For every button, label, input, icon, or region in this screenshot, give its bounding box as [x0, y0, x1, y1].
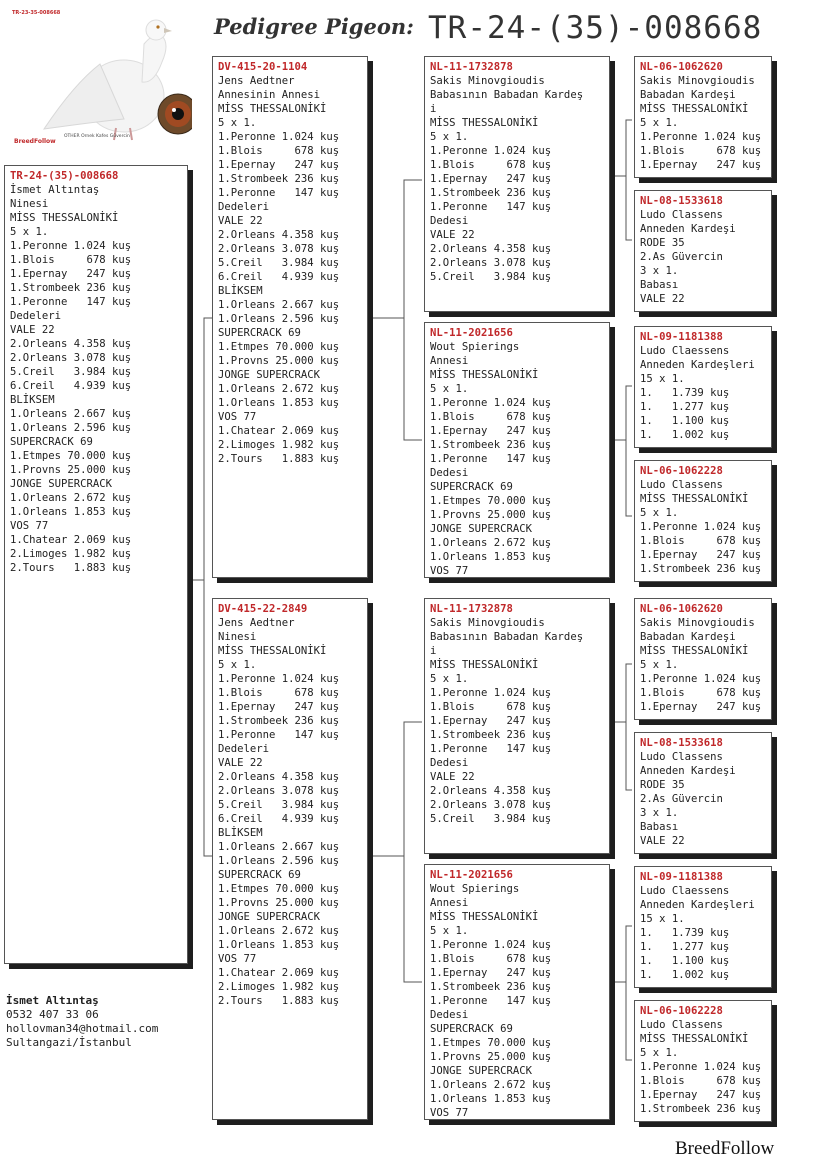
pedigree-line: 5 x 1. — [218, 117, 257, 129]
pedigree-line: 1.Orleans 2.667 kuş — [10, 408, 132, 420]
pedigree-line: JONGE SUPERCRACK — [218, 369, 321, 381]
pedigree-card-subject[interactable] — [4, 165, 188, 964]
pedigree-line: 2.Orleans 3.078 kuş — [218, 785, 340, 797]
pedigree-line: 1.Provns 25.000 kuş — [10, 464, 132, 476]
pedigree-line: 2.As Güvercin — [640, 251, 723, 263]
ring-number: NL-06-1062620 — [640, 61, 723, 73]
ring-number: NL-09-1181388 — [640, 331, 723, 343]
ring-number: NL-08-1533618 — [640, 195, 723, 207]
ring-number: NL-09-1181388 — [640, 871, 723, 883]
pedigree-line: 1.Orleans 1.853 kuş — [218, 397, 340, 409]
pedigree-line: Ludo Classens — [640, 479, 723, 491]
pedigree-line: MİSS THESSALONİKİ — [640, 1033, 749, 1045]
pedigree-line: 1.Epernay 247 kuş — [430, 173, 552, 185]
pedigree-line: Anneden Kardeşleri — [640, 899, 755, 911]
pedigree-line: 1.Peronne 147 kuş — [430, 453, 552, 465]
pedigree-line: VOS 77 — [10, 520, 49, 532]
pedigree-line: 2.As Güvercin — [640, 793, 723, 805]
pedigree-line: VALE 22 — [218, 215, 263, 227]
ring-number: NL-11-2021656 — [430, 327, 513, 339]
pedigree-line: VALE 22 — [640, 293, 685, 305]
pedigree-line: 1.Peronne 1.024 kuş — [430, 397, 552, 409]
pedigree-line: Ninesi — [218, 631, 257, 643]
pedigree-line: 1.Strombeek 236 kuş — [430, 187, 552, 199]
pedigree-line: 1.Epernay 247 kuş — [430, 967, 552, 979]
pedigree-line: 1.Provns 25.000 kuş — [430, 1051, 552, 1063]
pedigree-line: 1.Strombeek 236 kuş — [430, 729, 552, 741]
pedigree-line: 1.Peronne 147 kuş — [430, 743, 552, 755]
owner-phone: 0532 407 33 06 — [6, 1008, 99, 1021]
pedigree-line: 1.Orleans 1.853 kuş — [430, 1093, 552, 1105]
photo-caption: OTHER Ornek Kafes Güvercin — [64, 134, 130, 139]
pedigree-line: JONGE SUPERCRACK — [218, 911, 321, 923]
pedigree-line: VALE 22 — [430, 229, 475, 241]
pedigree-line: Ludo Classens — [640, 751, 723, 763]
pedigree-line: 1.Chatear 2.069 kuş — [218, 967, 340, 979]
pedigree-card-dam-dam[interactable] — [424, 864, 610, 1120]
pedigree-line: Annesi — [430, 897, 469, 909]
pedigree-line: 1.Peronne 1.024 kuş — [640, 673, 762, 685]
pedigree-line: BLİKSEM — [218, 827, 263, 839]
pedigree-line: 1.Etmpes 70.000 kuş — [218, 883, 340, 895]
pedigree-line: SUPERCRACK 69 — [430, 481, 513, 493]
pedigree-line: VOS 77 — [430, 1107, 469, 1119]
pedigree-line: 1.Blois 678 kuş — [640, 535, 762, 547]
pedigree-line: 1.Peronne 1.024 kuş — [430, 687, 552, 699]
pedigree-line: 1.Orleans 2.672 kuş — [10, 492, 132, 504]
pedigree-line: 2.Tours 1.883 kuş — [218, 453, 340, 465]
pedigree-line: 5 x 1. — [10, 226, 49, 238]
pedigree-line: 1.Provns 25.000 kuş — [218, 897, 340, 909]
pedigree-line: 1.Peronne 1.024 kuş — [218, 131, 340, 143]
pedigree-line: Anneden Kardeşi — [640, 223, 736, 235]
pedigree-line: 1. 1.100 kuş — [640, 415, 730, 427]
pedigree-line: Anneden Kardeşleri — [640, 359, 755, 371]
pedigree-line: 2.Tours 1.883 kuş — [218, 995, 340, 1007]
pedigree-line: 2.Limoges 1.982 kuş — [10, 548, 132, 560]
pedigree-line: 1.Strombeek 236 kuş — [640, 563, 762, 575]
pedigree-line: 5 x 1. — [430, 925, 469, 937]
pedigree-card-ssd[interactable] — [634, 190, 772, 312]
pedigree-line: 5 x 1. — [430, 673, 469, 685]
pedigree-line: Dedeleri — [10, 310, 62, 322]
pedigree-line: Anneden Kardeşi — [640, 765, 736, 777]
pedigree-line: 1.Peronne 147 kuş — [430, 995, 552, 1007]
ring-number: DV-415-22-2849 — [218, 603, 308, 615]
pedigree-line: 1.Orleans 2.672 kuş — [430, 1079, 552, 1091]
pedigree-line: MİSS THESSALONİKİ — [430, 659, 539, 671]
ring-number: NL-06-1062620 — [640, 603, 723, 615]
pedigree-line: 2.Orleans 3.078 kuş — [10, 352, 132, 364]
pedigree-line: VALE 22 — [430, 771, 475, 783]
ring-number: TR-24-(35)-008668 — [10, 170, 119, 182]
pedigree-line: MİSS THESSALONİKİ — [218, 645, 327, 657]
pedigree-line: 1.Orleans 2.667 kuş — [218, 299, 340, 311]
pedigree-line: MİSS THESSALONİKİ — [430, 911, 539, 923]
pedigree-line: 1. 1.739 kuş — [640, 927, 730, 939]
owner-contact — [6, 980, 158, 1064]
pedigree-line: SUPERCRACK 69 — [10, 436, 93, 448]
pedigree-line: Sakis Minovgioudis — [430, 75, 545, 87]
pedigree-line: 1.Peronne 147 kuş — [218, 729, 340, 741]
pedigree-line: 5 x 1. — [640, 507, 679, 519]
pedigree-line: 2.Tours 1.883 kuş — [10, 562, 132, 574]
ring-number: NL-11-1732878 — [430, 603, 513, 615]
pedigree-line: 5 x 1. — [430, 383, 469, 395]
pedigree-line: 6.Creil 4.939 kuş — [10, 380, 132, 392]
pedigree-line: 1.Blois 678 kuş — [218, 145, 340, 157]
pedigree-line: Sakis Minovgioudis — [430, 617, 545, 629]
pedigree-line: VOS 77 — [218, 953, 257, 965]
footer-brand: BreedFollow — [675, 1138, 775, 1159]
pedigree-line: 1.Orleans 2.596 kuş — [218, 855, 340, 867]
pedigree-line: Wout Spierings — [430, 883, 520, 895]
pedigree-line: VOS 77 — [430, 565, 469, 577]
pedigree-line: 1.Chatear 2.069 kuş — [218, 425, 340, 437]
pedigree-line: 1. 1.002 kuş — [640, 429, 730, 441]
pedigree-line: 5 x 1. — [430, 131, 469, 143]
pedigree-line: 1.Etmpes 70.000 kuş — [430, 1037, 552, 1049]
pedigree-line: Ninesi — [10, 198, 49, 210]
pedigree-card-dam-sire[interactable] — [424, 598, 610, 854]
pedigree-line: SUPERCRACK 69 — [218, 869, 301, 881]
pedigree-line: 1. 1.100 kuş — [640, 955, 730, 967]
pedigree-line: MİSS THESSALONİKİ — [640, 645, 749, 657]
pedigree-line: 1.Peronne 147 kuş — [218, 187, 340, 199]
photo-mini-ring: TR-23-35-008668 — [12, 10, 61, 16]
pedigree-line: 15 x 1. — [640, 913, 685, 925]
pedigree-line: Annesinin Annesi — [218, 89, 321, 101]
pedigree-line: 2.Orleans 4.358 kuş — [218, 771, 340, 783]
pedigree-line: Dedesi — [430, 757, 469, 769]
pedigree-line: Dedesi — [430, 467, 469, 479]
pedigree-line: 1.Peronne 1.024 kuş — [10, 240, 132, 252]
pedigree-line: Babası — [640, 279, 679, 291]
pedigree-line: VALE 22 — [640, 835, 685, 847]
pedigree-line: 5.Creil 3.984 kuş — [10, 366, 132, 378]
owner-name: İsmet Altıntaş — [6, 994, 99, 1007]
ring-number: NL-08-1533618 — [640, 737, 723, 749]
pedigree-line: 1.Strombeek 236 kuş — [640, 1103, 762, 1115]
pedigree-line: 1.Strombeek 236 kuş — [218, 173, 340, 185]
ring-number: NL-11-1732878 — [430, 61, 513, 73]
pedigree-line: 1.Epernay 247 kuş — [10, 268, 132, 280]
pedigree-line: MİSS THESSALONİKİ — [640, 493, 749, 505]
ring-number: NL-06-1062228 — [640, 1005, 723, 1017]
pedigree-card-dds[interactable] — [634, 866, 772, 988]
pedigree-card-dam[interactable] — [212, 598, 368, 1120]
pedigree-line: 1.Orleans 2.596 kuş — [218, 313, 340, 325]
pedigree-line: MİSS THESSALONİKİ — [430, 117, 539, 129]
pedigree-line: 1.Orleans 1.853 kuş — [218, 939, 340, 951]
pedigree-line: 2.Orleans 4.358 kuş — [10, 338, 132, 350]
pedigree-line: 1.Blois 678 kuş — [640, 687, 762, 699]
pedigree-line: MİSS THESSALONİKİ — [430, 369, 539, 381]
pedigree-line: Babası — [640, 821, 679, 833]
pedigree-line: Sakis Minovgioudis — [640, 617, 755, 629]
pedigree-line: 1.Orleans 2.596 kuş — [10, 422, 132, 434]
ring-number: NL-11-2021656 — [430, 869, 513, 881]
pedigree-line: Ludo Classens — [640, 1019, 723, 1031]
pedigree-line: BLİKSEM — [10, 394, 55, 406]
pedigree-line: Sakis Minovgioudis — [640, 75, 755, 87]
pedigree-card-sire-dam[interactable] — [424, 322, 610, 578]
pedigree-line: 1.Etmpes 70.000 kuş — [430, 495, 552, 507]
pedigree-line: 1.Blois 678 kuş — [430, 701, 552, 713]
pedigree-line: 1.Orleans 2.667 kuş — [218, 841, 340, 853]
pedigree-line: 1.Blois 678 kuş — [218, 687, 340, 699]
pedigree-line: 5.Creil 3.984 kuş — [430, 271, 552, 283]
pedigree-line: RODE 35 — [640, 237, 685, 249]
pedigree-card-sdd[interactable] — [634, 460, 772, 582]
pedigree-line: SUPERCRACK 69 — [218, 327, 301, 339]
pedigree-line: 2.Limoges 1.982 kuş — [218, 981, 340, 993]
pedigree-line: 1.Blois 678 kuş — [430, 411, 552, 423]
pedigree-line: 5 x 1. — [218, 659, 257, 671]
pedigree-line: 1.Epernay 247 kuş — [218, 159, 340, 171]
pedigree-line: Ludo Claessens — [640, 885, 730, 897]
pedigree-line: 1.Peronne 147 kuş — [10, 296, 132, 308]
pedigree-line: 2.Orleans 3.078 kuş — [430, 799, 552, 811]
pedigree-line: 2.Limoges 1.982 kuş — [218, 439, 340, 451]
pedigree-line: Babasının Babadan Kardeş — [430, 89, 584, 101]
ring-number: NL-06-1062228 — [640, 465, 723, 477]
pedigree-line: 1.Peronne 1.024 kuş — [430, 145, 552, 157]
pedigree-line: 1.Chatear 2.069 kuş — [10, 534, 132, 546]
pigeon-illustration — [4, 4, 192, 152]
pedigree-line: i — [430, 645, 437, 657]
pedigree-line: RODE 35 — [640, 779, 685, 791]
pedigree-line: 1.Peronne 1.024 kuş — [640, 521, 762, 533]
pedigree-line: 2.Orleans 4.358 kuş — [430, 243, 552, 255]
pedigree-line: 1.Epernay 247 kuş — [640, 549, 762, 561]
pedigree-line: 5 x 1. — [640, 117, 679, 129]
pedigree-line: i — [430, 103, 437, 115]
pedigree-line: 1.Epernay 247 kuş — [640, 701, 762, 713]
pedigree-line: 1. 1.002 kuş — [640, 969, 730, 981]
pedigree-line: Ludo Classens — [640, 209, 723, 221]
pedigree-line: 15 x 1. — [640, 373, 685, 385]
pedigree-line: 1.Epernay 247 kuş — [430, 715, 552, 727]
pedigree-line: 1.Peronne 147 kuş — [430, 201, 552, 213]
pedigree-line: 1.Orleans 2.672 kuş — [430, 537, 552, 549]
pedigree-line: 1.Strombeek 236 kuş — [430, 981, 552, 993]
pedigree-line: 1.Blois 678 kuş — [640, 1075, 762, 1087]
pedigree-line: 1.Peronne 1.024 kuş — [218, 673, 340, 685]
photo-logo: BreedFollow — [14, 138, 56, 145]
pigeon-photo — [4, 4, 192, 152]
ring-number: DV-415-20-1104 — [218, 61, 308, 73]
pedigree-line: Ludo Claessens — [640, 345, 730, 357]
pedigree-line: 1.Strombeek 236 kuş — [430, 439, 552, 451]
pedigree-line: BLİKSEM — [218, 285, 263, 297]
pedigree-line: 1.Blois 678 kuş — [430, 953, 552, 965]
pedigree-line: SUPERCRACK 69 — [430, 1023, 513, 1035]
subject-ring-number: TR-24-(35)-008668 — [428, 10, 763, 46]
pedigree-line: 2.Orleans 3.078 kuş — [218, 243, 340, 255]
pedigree-card-sss[interactable] — [634, 56, 772, 178]
owner-email[interactable]: hollovman34@hotmail.com — [6, 1022, 159, 1035]
pedigree-line: 5.Creil 3.984 kuş — [218, 257, 340, 269]
pedigree-line: 1.Blois 678 kuş — [430, 159, 552, 171]
pedigree-line: 1.Provns 25.000 kuş — [218, 355, 340, 367]
pedigree-line: VALE 22 — [218, 757, 263, 769]
pedigree-line: VOS 77 — [218, 411, 257, 423]
pedigree-line: Babadan Kardeşi — [640, 631, 736, 643]
pedigree-line: 1.Orleans 2.672 kuş — [218, 383, 340, 395]
pedigree-line: 1.Peronne 1.024 kuş — [640, 1061, 762, 1073]
pedigree-line: JONGE SUPERCRACK — [430, 1065, 533, 1077]
pedigree-line: JONGE SUPERCRACK — [10, 478, 113, 490]
pedigree-line: 1.Epernay 247 kuş — [640, 1089, 762, 1101]
pedigree-line: 1.Provns 25.000 kuş — [430, 509, 552, 521]
pedigree-line: VALE 22 — [10, 324, 55, 336]
pedigree-line: 1.Blois 678 kuş — [640, 145, 762, 157]
pedigree-line: 1.Peronne 1.024 kuş — [430, 939, 552, 951]
pedigree-line: 1.Orleans 1.853 kuş — [10, 506, 132, 518]
pedigree-line: 2.Orleans 4.358 kuş — [430, 785, 552, 797]
pedigree-line: 6.Creil 4.939 kuş — [218, 813, 340, 825]
pedigree-line: 5 x 1. — [640, 659, 679, 671]
pedigree-line: Dedeleri — [218, 743, 270, 755]
pedigree-card-dss[interactable] — [634, 598, 772, 720]
pedigree-card-sire-sire[interactable] — [424, 56, 610, 312]
pedigree-line: 1.Orleans 1.853 kuş — [430, 551, 552, 563]
pedigree-line: 1. 1.277 kuş — [640, 941, 730, 953]
pedigree-line: 1.Etmpes 70.000 kuş — [10, 450, 132, 462]
pedigree-line: MİSS THESSALONİKİ — [10, 212, 119, 224]
pedigree-line: 1.Blois 678 kuş — [10, 254, 132, 266]
pedigree-line: 3 x 1. — [640, 265, 679, 277]
pedigree-line: Jens Aedtner — [218, 617, 295, 629]
pedigree-line: 5 x 1. — [640, 1047, 679, 1059]
pedigree-line: Annesi — [430, 355, 469, 367]
pedigree-label: Pedigree Pigeon: — [214, 14, 414, 39]
pedigree-line: Dedesi — [430, 1009, 469, 1021]
pedigree-line: 1.Peronne 1.024 kuş — [640, 131, 762, 143]
pedigree-line: 1.Epernay 247 kuş — [218, 701, 340, 713]
pedigree-line: Dedeleri — [218, 201, 270, 213]
pedigree-line: 1.Etmpes 70.000 kuş — [218, 341, 340, 353]
pedigree-line: 2.Orleans 3.078 kuş — [430, 257, 552, 269]
pedigree-line: 1.Strombeek 236 kuş — [10, 282, 132, 294]
pedigree-line: 1. 1.277 kuş — [640, 401, 730, 413]
owner-location: Sultangazi/İstanbul — [6, 1036, 132, 1049]
pedigree-line: Babasının Babadan Kardeş — [430, 631, 584, 643]
pedigree-card-sire[interactable] — [212, 56, 368, 578]
pedigree-line: JONGE SUPERCRACK — [430, 523, 533, 535]
pedigree-line: 2.Orleans 4.358 kuş — [218, 229, 340, 241]
pedigree-line: İsmet Altıntaş — [10, 184, 100, 196]
pedigree-line: 5.Creil 3.984 kuş — [218, 799, 340, 811]
pedigree-line: 5.Creil 3.984 kuş — [430, 813, 552, 825]
pedigree-line: 6.Creil 4.939 kuş — [218, 271, 340, 283]
pedigree-line: Jens Aedtner — [218, 75, 295, 87]
pedigree-line: 1.Epernay 247 kuş — [640, 159, 762, 171]
pedigree-line: 1.Epernay 247 kuş — [430, 425, 552, 437]
pedigree-line: Wout Spierings — [430, 341, 520, 353]
pedigree-line: Dedesi — [430, 215, 469, 227]
pedigree-line: 3 x 1. — [640, 807, 679, 819]
pedigree-line: MİSS THESSALONİKİ — [640, 103, 749, 115]
pedigree-card-ddd[interactable] — [634, 1000, 772, 1122]
pedigree-card-sds[interactable] — [634, 326, 772, 448]
pedigree-line: 1. 1.739 kuş — [640, 387, 730, 399]
pedigree-line: 1.Orleans 2.672 kuş — [218, 925, 340, 937]
pedigree-line: 1.Strombeek 236 kuş — [218, 715, 340, 727]
pedigree-line: MİSS THESSALONİKİ — [218, 103, 327, 115]
pedigree-card-dsd[interactable] — [634, 732, 772, 854]
pedigree-line: Babadan Kardeşi — [640, 89, 736, 101]
